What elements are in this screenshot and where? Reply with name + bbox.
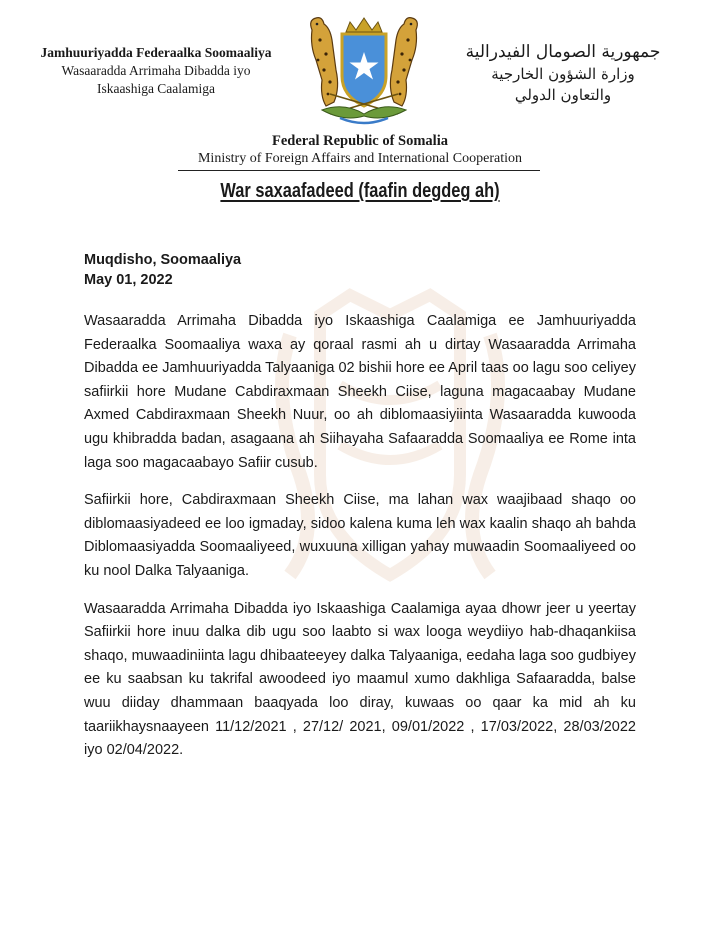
crown-icon (346, 18, 382, 32)
header-english-line2: Ministry of Foreign Affairs and International Cooperation (197, 151, 522, 166)
left-leopard-icon (311, 18, 338, 106)
palm-leaves-icon (322, 107, 406, 118)
header-arabic (428, 40, 698, 106)
press-release-body (84, 310, 636, 777)
header-english-line1: Federal Republic of Somalia (271, 133, 448, 149)
header-somali-line1: Jamhuuriyadda Federaalka Soomaaliya (40, 45, 272, 60)
coat-of-arms-emblem (300, 10, 428, 128)
header-divider (178, 170, 540, 171)
header-somali (26, 44, 286, 98)
header-somali-line3: Iskaashiga Caalamiga (96, 81, 216, 96)
header-arabic-line2: وزارة الشؤون الخارجية (491, 65, 635, 83)
document-title: War saxaafadeed (faafin degdeg ah) (220, 180, 500, 202)
paragraph-1: Wasaaradda Arrimaha Dibadda iyo Iskaashiga Caalamiga ee Jamhuuriyadda Federaalka Soomaaliya waxa ay qoraal rasmi ah u dirtay Wasaaradda Arrimaha Dibadda ee Jamhuuriyadda Talyaaniga 02 bishii hore ee April taas oo lagu soo celiyey safiirkii hore Mudane Cabdiraxmaan Sheekh Ciise, laguna magacaabay Mudane Axmed Cabdiraxmaan Sheekh Nuur, oo ah diblomaasiyiinta Wasaaradda kuwooda ugu khibradda badan, asagaana ah Siihayaha Safaaradda Soomaaliya ee Rome inta laga soo magacaabayo Safiir cusub. (84, 313, 636, 471)
dateline (84, 250, 241, 290)
header-arabic-line1: جمهورية الصومال الفيدرالية (465, 42, 661, 62)
right-leopard-icon (390, 18, 417, 106)
header-arabic-line3: والتعاون الدولي (514, 86, 612, 104)
dateline-date: May 01, 2022 (84, 272, 173, 288)
header-somali-line2: Wasaaradda Arrimaha Dibadda iyo (61, 63, 251, 78)
dateline-location: Muqdisho, Soomaaliya (84, 252, 242, 268)
paragraph-3: Wasaaradda Arrimaha Dibadda iyo Iskaashiga Caalamiga ayaa dhowr jeer u yeertay Safiirkii hore inuu dalka dib ugu soo laabto si wax looga weydiiyo hab-dhaqankiisa shaqo, muwaadiniinta lagu dhibaateeyey dalka Talyaaniga, eedaha laga soo gudbiyey ee ku saabsan ku takrifal awoodeed iyo maamul xumo dakhliga Safaaradda, balse wuu diiday dhammaan baaqyada loo diray, kuwaas oo qaar ka mid ah ku taariikhaysnaayeen 11/12/2021 , 27/12/ 2021, 09/01/2022 , 17/03/2022, 28/03/2022 iyo 02/04/2022. (84, 600, 636, 759)
paragraph-2: Safiirkii hore, Cabdiraxmaan Sheekh Ciise, ma lahan wax waajibaad shaqo oo diblomaasiyadeed ee loo igmaday, sidoo kalena kuma leh wax kaalin shaqo ah bahda Diblomaasiyadda Soomaaliyeed, wuxuuna xilligan yahay muwaadin Soomaaliyeed oo ku nool Dalka Talyaaniga. (84, 492, 636, 579)
